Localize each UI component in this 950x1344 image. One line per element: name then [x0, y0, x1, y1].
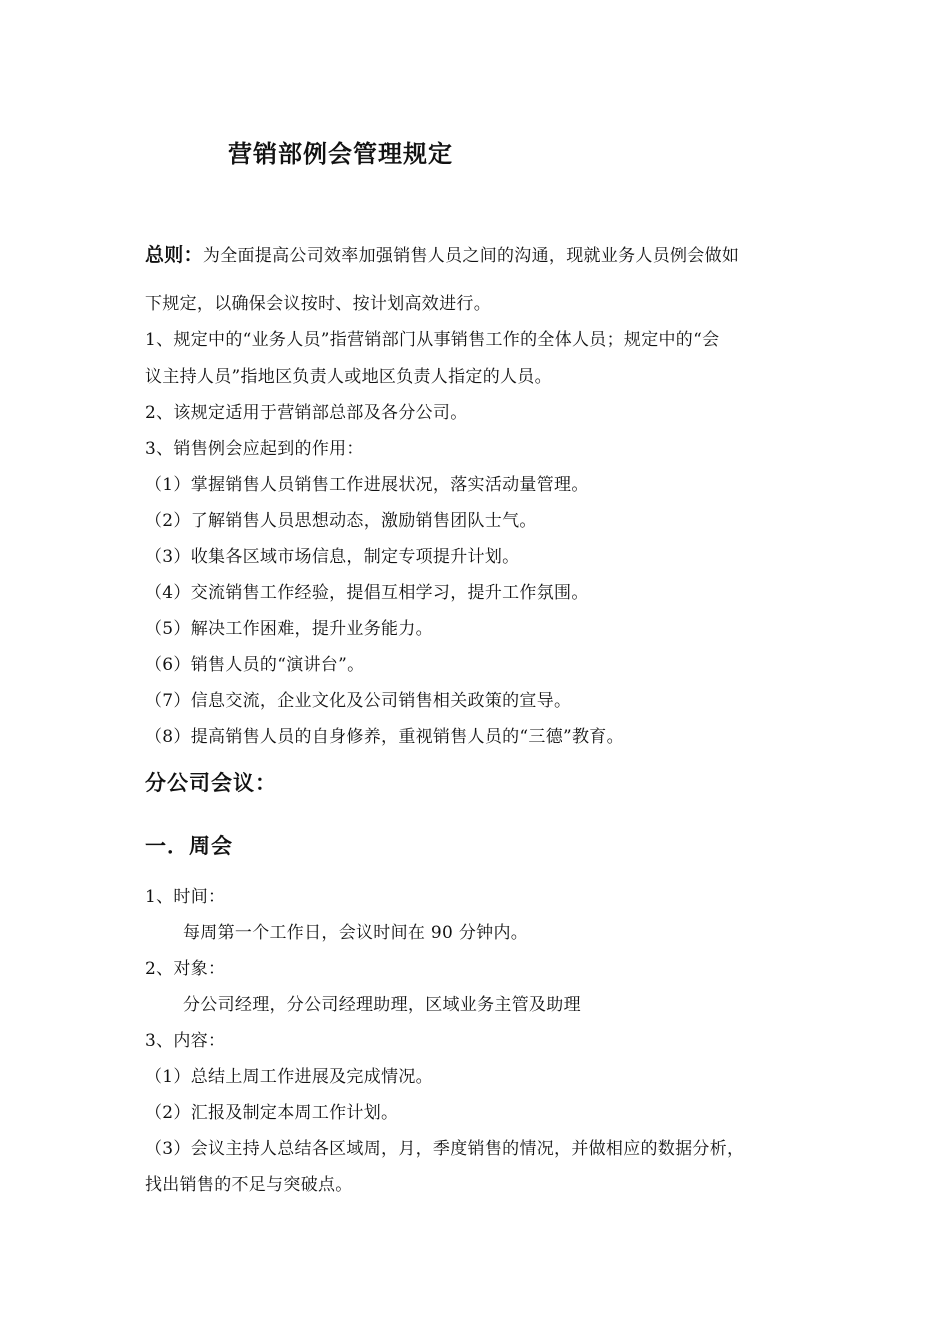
- weekly-content-item-3-cont: 找出销售的不足与突破点。: [145, 1175, 353, 1195]
- function-item-5: （5）解决工作困难，提升业务能力。: [145, 619, 433, 639]
- function-item-7: （7）信息交流，企业文化及公司销售相关政策的宣导。: [145, 691, 572, 711]
- branch-meeting-heading: 分公司会议：: [145, 771, 277, 795]
- weekly-content-item-2: （2）汇报及制定本周工作计划。: [145, 1103, 399, 1123]
- general-lead: 总则：: [145, 244, 203, 266]
- general-line-2: 下规定，以确保会议按时、按计划高效进行。: [145, 294, 491, 314]
- function-item-8: （8）提高销售人员的自身修养，重视销售人员的“三德”教育。: [145, 727, 624, 747]
- weekly-time-label: 1、时间：: [145, 887, 226, 907]
- weekly-target-label: 2、对象：: [145, 959, 226, 979]
- weekly-content-item-3: （3）会议主持人总结各区域周，月，季度销售的情况，并做相应的数据分析，: [145, 1139, 745, 1159]
- rule-line-1: 1、规定中的“业务人员”指营销部门从事销售工作的全体人员；规定中的“会: [145, 330, 720, 350]
- rule-line-2: 议主持人员”指地区负责人或地区负责人指定的人员。: [145, 367, 552, 387]
- weekly-target-value: 分公司经理，分公司经理助理，区域业务主管及助理: [183, 995, 581, 1015]
- weekly-time-value: 每周第一个工作日，会议时间在 90 分钟内。: [183, 923, 529, 943]
- rule-line-3: 2、该规定适用于营销部总部及各分公司。: [145, 403, 468, 423]
- rule-line-4: 3、销售例会应起到的作用：: [145, 439, 364, 459]
- function-item-1: （1）掌握销售人员销售工作进展状况，落实活动量管理。: [145, 475, 589, 495]
- weekly-meeting-heading: 一．周会: [145, 834, 233, 858]
- function-item-6: （6）销售人员的“演讲台”。: [145, 655, 365, 675]
- function-item-3: （3）收集各区域市场信息，制定专项提升计划。: [145, 547, 520, 567]
- function-item-2: （2）了解销售人员思想动态，激励销售团队士气。: [145, 511, 537, 531]
- weekly-content-item-1: （1）总结上周工作进展及完成情况。: [145, 1067, 433, 1087]
- general-text-1: 为全面提高公司效率加强销售人员之间的沟通，现就业务人员例会做如: [202, 246, 740, 266]
- document-title: 营销部例会管理规定: [228, 140, 453, 168]
- function-item-4: （4）交流销售工作经验，提倡互相学习，提升工作氛围。: [145, 583, 589, 603]
- weekly-content-label: 3、内容：: [145, 1031, 226, 1051]
- general-line-1: [145, 240, 739, 267]
